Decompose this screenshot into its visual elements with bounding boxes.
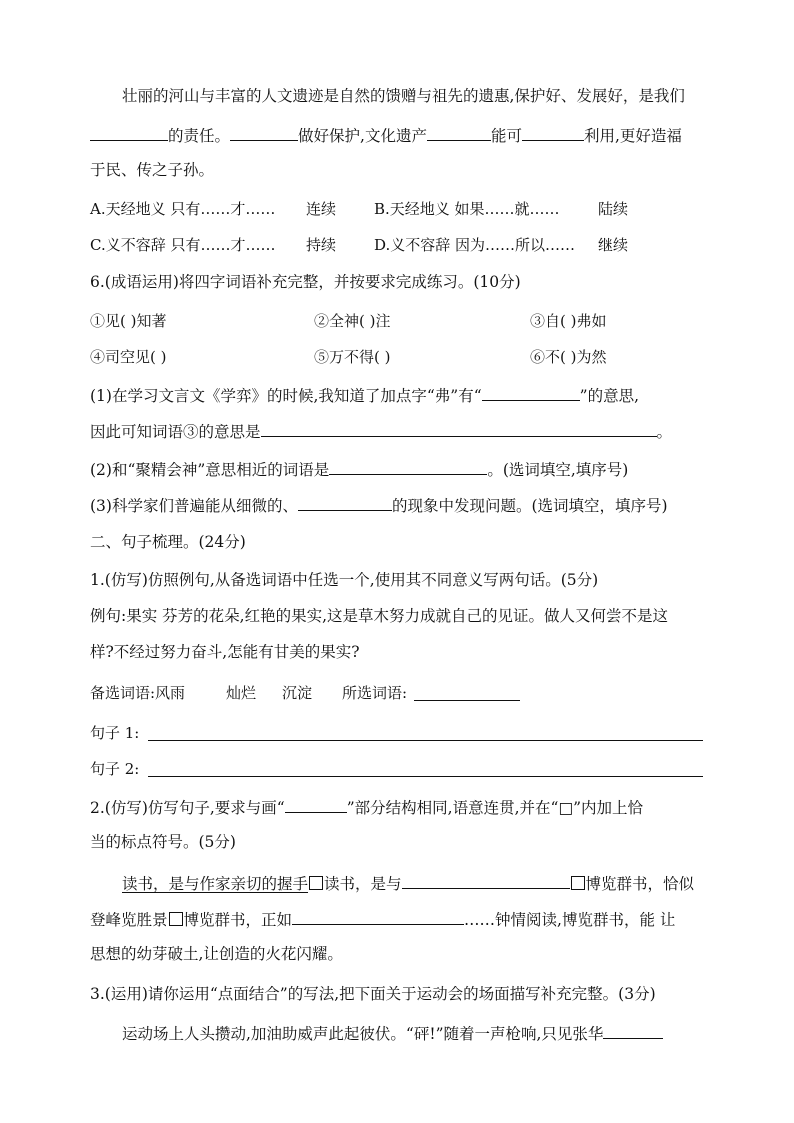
chosen-word-blank[interactable] [414,700,520,701]
q2-title-text-b: ”部分结构相同,语意连贯,并在“ [346,799,559,817]
q2-passage-line3: 思想的幼芽破土,让创造的火花闪耀。 [90,945,343,963]
option-c: C.义不容辞 只有……才…… [90,236,276,254]
para1-text-b: 做好保护,文化遗产 [298,127,427,145]
q6-sub3-text-a: (3)科学家们普遍能从细微的、 [90,497,298,515]
option-d-word: 继续 [598,236,629,254]
sentence2-answer-line[interactable] [148,776,703,777]
q6-sub2 [90,458,628,480]
answer-blank[interactable] [402,872,570,889]
q6-sub1-line2 [90,420,672,442]
option-d: D.义不容辞 因为……所以…… [374,236,576,254]
q2-passage-text-f: ……钟情阅读,博览群书，能 让 [464,911,676,929]
answer-blank[interactable] [427,124,491,141]
answer-blank[interactable] [329,458,487,475]
para1-line2 [90,124,682,146]
answer-blank[interactable] [90,124,168,141]
q6-sub3-text-b: 的现象中发现问题。(选词填空，填序号) [391,497,668,515]
option-b-word: 陆续 [598,200,629,218]
q6-sub2-text-b: 。(选词填空,填序号) [487,461,629,479]
q1-sentence2-label: 句子 2: [90,760,140,778]
answer-blank[interactable] [230,124,298,141]
q6-sub1-text-a: (1)在学习文言文《学弈》的时候,我知道了加点字“弗”有“ [90,387,482,405]
q1-example-line1: 例句:果实 芬芳的花朵,红艳的果实,这是草木努力成就自己的见证。做人又何尝不是这 [90,607,669,625]
q1-example-line2: 样?不经过努力奋斗,怎能有甘美的果实? [90,643,360,661]
para1-text-d: 利用,更好造福 [583,127,682,145]
q2-title-text-a: 2.(仿写)仿写句子,要求与画“ [90,799,285,817]
q6-item-5: ⑤万不得( ) [314,348,391,366]
answer-blank[interactable] [292,908,464,925]
q6-sub3 [90,494,668,516]
q2-underlined-part: 读书，是与作家亲切的握手 [122,875,309,893]
q6-sub1 [90,384,639,406]
underline-sample [285,796,347,813]
answer-blank[interactable] [482,384,580,401]
q2-title [90,796,643,818]
answer-blank[interactable] [522,124,584,141]
q1-title: 1.(仿写)仿照例句,从备选词语中任选一个,使用其不同意义写两句话。(5分) [90,571,599,589]
punctuation-box[interactable] [169,912,183,926]
para1-line3: 于民、传之子孙。 [90,161,215,179]
q6-item-2: ②全神( )注 [314,312,391,330]
q2-passage-text-e: 博览群书，正如 [183,911,293,929]
q6-sub1-text-c: 因此可知词语③的意思是 [90,423,261,441]
punctuation-box[interactable] [309,876,323,890]
q1-chosen-label: 所选词语: [342,684,408,702]
q2-title-text-c: ”内加上恰 [573,799,644,817]
q2-passage-text-c: 博览群书，恰似 [585,875,695,893]
q2-title-line2: 当的标点符号。(5分) [90,833,236,851]
sentence1-answer-line[interactable] [148,740,703,741]
q6-title: 6.(成语运用)将四字词语补充完整，并按要求完成练习。(10分) [90,273,521,291]
q1-words-label: 备选词语:风雨 [90,684,186,702]
option-a-word: 连续 [306,200,337,218]
q6-sub2-text-a: (2)和“聚精会神”意思相近的词语是 [90,461,330,479]
q6-item-4: ④司空见( ) [90,348,167,366]
q1-word-2: 灿烂 [226,684,257,702]
option-c-word: 持续 [306,236,337,254]
option-b: B.天经地义 如果……就…… [374,200,560,218]
option-a: A.天经地义 只有……才…… [90,200,276,218]
q2-passage-text-b: 读书，是与 [324,875,402,893]
q6-sub1-text-d: 。 [656,423,673,441]
q3-passage-text: 运动场上人头攒动,加油助威声此起彼伏。“砰!”随着一声枪响,只见张华 [122,1025,604,1043]
q6-item-1: ①见( )知著 [90,312,167,330]
punctuation-box[interactable] [571,876,585,890]
q2-passage-line2 [90,908,675,930]
q6-sub1-text-b: ”的意思, [579,387,640,405]
q6-item-3: ③自( )弗如 [530,312,607,330]
para1-text-c: 能可 [490,127,522,145]
q2-passage-line1 [122,872,694,894]
q3-title: 3.(运用)请你运用“点面结合”的写法,把下面关于运动会的场面描写补充完整。(3分) [90,985,656,1003]
q2-passage-text-d: 登峰览胜景 [90,911,168,929]
para1-line1: 壮丽的河山与丰富的人文遗迹是自然的馈赠与祖先的遗惠,保护好、发展好，是我们 [122,87,685,105]
answer-blank[interactable] [603,1022,663,1039]
q2-title-box: □ [558,799,574,817]
section2-title: 二、句子梳理。(24分) [90,533,246,551]
q1-sentence1-label: 句子 1: [90,724,140,742]
q6-item-6: ⑥不( )为然 [530,348,607,366]
para1-text-a: 的责任。 [168,127,231,145]
answer-blank[interactable] [261,420,657,437]
answer-blank[interactable] [298,494,392,511]
q1-word-3: 沉淀 [282,684,313,702]
q3-passage-line1 [122,1022,663,1044]
